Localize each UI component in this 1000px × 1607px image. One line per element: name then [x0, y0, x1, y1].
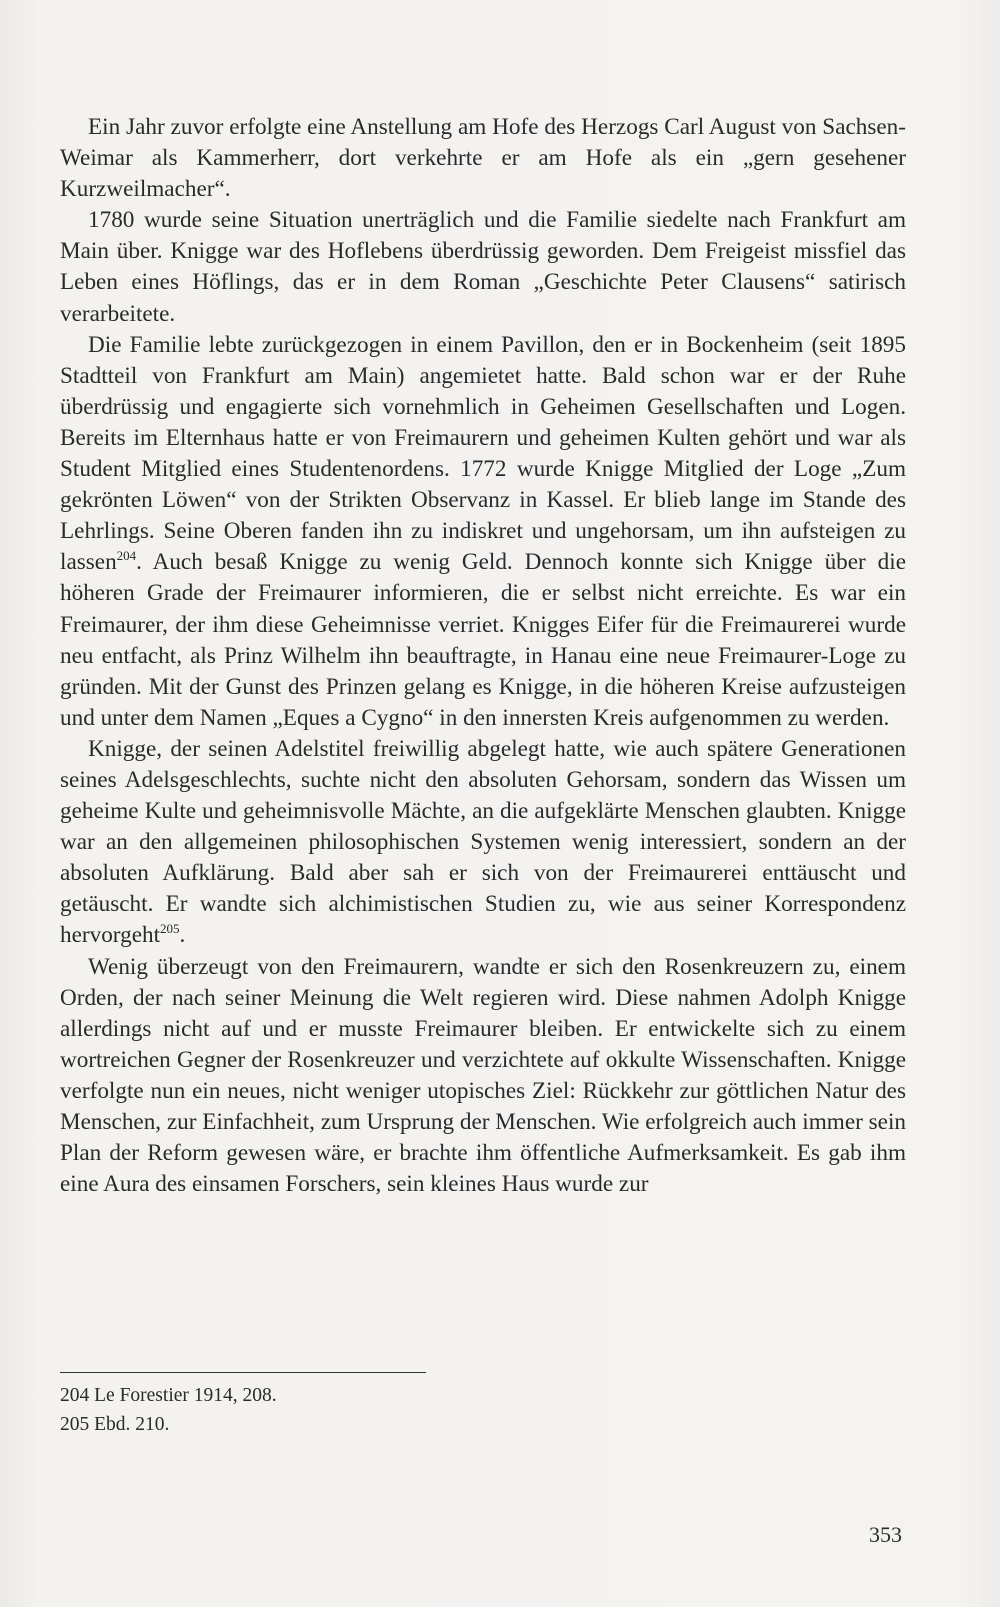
paragraph-3: [60, 330, 906, 734]
paragraph-4: [60, 734, 906, 952]
body-text: [60, 112, 906, 1200]
paragraph-3-part-2: . Auch besaß Knigge zu wenig Geld. Dennoch konnte sich Knigge über die höheren Grade der Freimaurer informieren, die er selbst nicht erreichte. Es war ein Freimaurer, der ihm diese Geheimnisse verriet. Knigges Eifer für die Freimaurerei wurde neu entfacht, als Prinz Wilhelm ihn beauftragte, in Hanau eine neue Freimaurer-Loge zu gründen. Mit der Gunst des Prinzen gelang es Knigge, in die höheren Kreise aufzusteigen und unter dem Namen „Eques a Cygno“ in den innersten Kreis aufgenommen zu werden.: [60, 549, 906, 731]
paragraph-2: 1780 wurde seine Situation unerträglich und die Familie siedelte nach Frankfurt am Main über. Knigge war des Hoflebens überdrüssig geworden. Dem Freigeist missfiel das Leben eines Höflings, das er in dem Roman „Geschichte Peter Clausens“ satirisch verarbeitete.: [60, 207, 906, 327]
paragraph-3-part-1: Die Familie lebte zurückgezogen in einem Pavillon, den er in Bockenheim (seit 1895 Stadtteil von Frankfurt am Main) angemietet hatte. Bald schon war er der Ruhe überdrüssig und engagierte sich vornehmlich in Geheimen Gesellschaften und Logen. Bereits im Elternhaus hatte er von Freimaurern und geheimen Kulten gehört und war als Student Mitglied eines Studentenordens. 1772 wurde Knigge Mitglied der Loge „Zum gekrönten Löwen“ von der Strikten Observanz in Kassel. Er blieb lange im Stande des Lehrlings. Seine Oberen fanden ihn zu indiskret und ungehorsam, um ihn aufsteigen zu lassen: [60, 331, 906, 576]
footnote-ref-204[interactable]: 204: [116, 548, 137, 564]
page-number: 353: [869, 1522, 902, 1547]
footnote-204: 204 Le Forestier 1914, 208.: [60, 1385, 277, 1406]
paragraph-4-part-1: Knigge, der seinen Adelstitel freiwillig abgelegt hatte, wie auch spätere Generationen seines Adelsgeschlechts, suchte nicht den absoluten Gehorsam, sondern das Wissen um geheime Kulte und geheimnisvolle Mächte, an die aufgeklärte Menschen glaubten. Knigge war an den allgemeinen philosophischen Systemen wenig interessiert, sondern an der absoluten Aufklärung. Bald aber sah er sich von der Freimaurerei enttäuscht und getäuscht. Er wandte sich alchimistischen Studien zu, wie aus seiner Korrespondenz hervorgeht: [60, 735, 906, 949]
paragraph-4-part-2: .: [179, 922, 186, 949]
paragraph-5: Wenig überzeugt von den Freimaurern, wandte er sich den Rosenkreuzern zu, einem Orden, der nach seiner Meinung die Welt regieren wird. Diese nahmen Adolph Knigge allerdings nicht auf und er musste Freimaurer bleiben. Er entwickelte sich zu einem wortreichen Gegner der Rosenkreuzer und verzichtete auf okkulte Wissenschaften. Knigge verfolgte nun ein neues, nicht weniger utopisches Ziel: Rückkehr zur göttlichen Natur des Menschen, zur Einfachheit, zum Ursprung der Menschen. Wie erfolgreich auch immer sein Plan der Reform gewesen wäre, er brachte ihm öffentliche Aufmerksamkeit. Es gab ihm eine Aura des einsamen Forschers, sein kleines Haus wurde zur: [60, 953, 906, 1198]
footnote-205: 205 Ebd. 210.: [60, 1414, 170, 1435]
footnote-divider: [60, 1372, 426, 1373]
paragraph-1: Ein Jahr zuvor erfolgte eine Anstellung am Hofe des Herzogs Carl August von Sachsen-Weimar als Kammerherr, dort verkehrte er am Hofe als ein „gern gesehener Kurzweilmacher“.: [60, 114, 906, 203]
footnote-ref-205[interactable]: 205: [160, 921, 180, 937]
